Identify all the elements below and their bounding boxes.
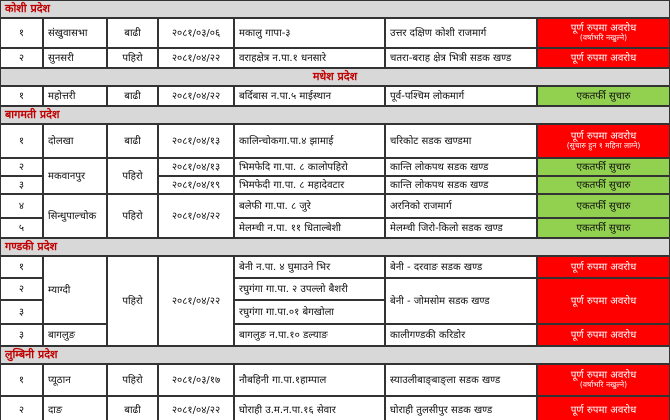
date-cell: २०८१/०४/१३ xyxy=(158,158,234,176)
serial-cell: २ xyxy=(0,158,43,176)
serial-cell: ५ xyxy=(0,218,43,238)
serial-cell: २ xyxy=(0,396,43,420)
district-cell: सिन्धुपाल्चोक xyxy=(43,194,107,238)
road-cell: उत्तर दक्षिण कोशी राजमार्ग xyxy=(385,18,537,48)
location-cell: रघुगंगा गा.पा.०१ बेगखोला xyxy=(234,300,385,324)
status-cell xyxy=(537,396,670,420)
date-cell: २०८१/०३/०६ xyxy=(158,18,234,48)
date-cell: २०८१/०४/२२ xyxy=(158,256,234,346)
serial-cell: ४ xyxy=(0,194,43,218)
district-cell: संखुवासभा xyxy=(43,18,107,48)
district-cell: सुनसरी xyxy=(43,48,107,68)
status-text: एकतर्फी सुचारु xyxy=(576,200,631,212)
location-cell: बेनी न.पा. ४ घुमाउने भिर xyxy=(234,256,385,278)
serial-cell: ३ xyxy=(0,300,43,324)
road-cell: अरनिको राजमार्ग xyxy=(385,194,537,218)
date-cell: २०८१/०४/२२ xyxy=(158,86,234,106)
district-cell: दाङ xyxy=(43,396,107,420)
date-cell: २०८१/०४/२२ xyxy=(158,194,234,238)
status-cell xyxy=(537,176,670,194)
status-text: पूर्ण रुपमा अवरोध xyxy=(570,52,637,64)
road-cell: स्याउलीबाङ्बाङ्ला सडक खण्ड xyxy=(385,364,537,396)
status-cell xyxy=(537,364,670,396)
status-text: पूर्ण रुपमा अवरोध xyxy=(570,261,637,273)
district-cell: प्यूठान xyxy=(43,364,107,396)
status-text: पूर्ण रुपमा अवरोध xyxy=(570,23,637,35)
status-note: (वर्षाभरि नखुल्ने) xyxy=(579,380,628,390)
cause-cell: पहिरो xyxy=(107,158,158,194)
status-text: पूर्ण रुपमा अवरोध xyxy=(570,404,637,416)
road-cell: कान्ति लोकपथ सडक खण्ड xyxy=(385,158,537,176)
date-cell: २०८१/०४/१९ xyxy=(158,176,234,194)
status-text: पूर्ण रुपमा अवरोध xyxy=(570,131,637,143)
road-cell: चरिकोट सडक खण्डमा xyxy=(385,124,537,158)
status-text: एकतर्फी सुचारु xyxy=(576,90,631,102)
province-header: गण्डकी प्रदेश xyxy=(0,238,670,256)
cause-cell: पहिरो xyxy=(107,364,158,396)
cause-cell: बाढी xyxy=(107,18,158,48)
cause-cell: बाढी xyxy=(107,396,158,420)
road-cell: बेनी - जोमसोम सडक खण्ड xyxy=(385,278,537,324)
road-cell: मेलम्ची जिरो-किलो सडक खण्ड xyxy=(385,218,537,238)
road-cell: घोराही तुलसीपुर सडक खण्ड xyxy=(385,396,537,420)
road-cell: चतरा-बराह क्षेत्र भित्री सडक खण्ड xyxy=(385,48,537,68)
status-cell xyxy=(537,278,670,324)
date-cell: २०८१/०४/१३ xyxy=(158,124,234,158)
status-cell xyxy=(537,324,670,346)
district-cell: मकवानपुर xyxy=(43,158,107,194)
status-cell xyxy=(537,18,670,48)
province-header: बागमती प्रदेश xyxy=(0,106,670,124)
status-cell xyxy=(537,86,670,106)
district-cell: दोलखा xyxy=(43,124,107,158)
serial-cell: १ xyxy=(0,18,43,48)
status-text: एकतर्फी सुचारु xyxy=(576,179,631,191)
status-text: एकतर्फी सुचारु xyxy=(576,222,631,234)
status-text: पूर्ण रुपमा अवरोध xyxy=(570,329,637,341)
location-cell: बलेफी गा.पा. ८ जुरे xyxy=(234,194,385,218)
serial-cell: १ xyxy=(0,256,43,278)
location-cell: मकालु गापा-३ xyxy=(234,18,385,48)
location-cell: कालिन्चोकगा.पा.४ झामाई xyxy=(234,124,385,158)
status-cell xyxy=(537,256,670,278)
status-note: (सुचारु हुन १ महिना लाग्ने) xyxy=(566,141,641,151)
status-cell xyxy=(537,194,670,218)
status-cell xyxy=(537,124,670,158)
road-cell: कान्ति लोकपथ सडक खण्ड xyxy=(385,176,537,194)
location-cell: घोराही उ.म.न.पा.१६ सेवार xyxy=(234,396,385,420)
status-cell xyxy=(537,218,670,238)
serial-cell: १ xyxy=(0,124,43,158)
province-header: कोशी प्रदेश xyxy=(0,0,670,18)
cause-cell: पहिरो xyxy=(107,194,158,238)
location-cell: बागलुङ न.पा.१० डल्याङ xyxy=(234,324,385,346)
status-text: पूर्ण रुपमा अवरोध xyxy=(570,295,637,307)
serial-cell: १ xyxy=(0,86,43,106)
location-cell: नौबहिनी गा.पा.१हाम्पाल xyxy=(234,364,385,396)
road-cell: कालीगण्डकी करिडोर xyxy=(385,324,537,346)
province-header: लुम्बिनी प्रदेश xyxy=(0,346,670,364)
district-cell: म्याग्दी xyxy=(43,256,107,324)
location-cell: मेलम्ची न.पा. ११ धिताल्बेशी xyxy=(234,218,385,238)
location-cell: भिमफेदि गा.पा. ८ कालोपहिरो xyxy=(234,158,385,176)
cause-cell: पहिरो xyxy=(107,48,158,68)
location-cell: वराहक्षेत्र न.पा.१ धनसारे xyxy=(234,48,385,68)
date-cell: २०८१/०३/१७ xyxy=(158,364,234,396)
serial-cell: ३ xyxy=(0,324,43,346)
date-cell: २०८१/०४/२२ xyxy=(158,48,234,68)
cause-cell: पहिरो xyxy=(107,256,158,346)
location-cell: भिमफेदी गा.पा. ८ महादेवटार xyxy=(234,176,385,194)
status-cell xyxy=(537,158,670,176)
status-cell xyxy=(537,48,670,68)
cause-cell: बाढी xyxy=(107,86,158,106)
status-text: एकतर्फी सुचारु xyxy=(576,161,631,173)
status-note: (वर्षाभरि नखुल्ने) xyxy=(579,33,628,43)
date-cell: २०८१/०४/२२ xyxy=(158,396,234,420)
status-text: पूर्ण रुपमा अवरोध xyxy=(570,370,637,382)
province-header: मधेश प्रदेश xyxy=(0,68,670,86)
serial-cell: ३ xyxy=(0,176,43,194)
serial-cell: २ xyxy=(0,278,43,300)
serial-cell: २ xyxy=(0,48,43,68)
location-cell: रघुगंगा गा.पा. २ उपल्लो बैशरी xyxy=(234,278,385,300)
road-cell: बेनी - दरवाङ सडक खण्ड xyxy=(385,256,537,278)
serial-cell: १ xyxy=(0,364,43,396)
location-cell: बर्दिबास न.पा.५ माईस्थान xyxy=(234,86,385,106)
road-cell: पूर्व-पश्चिम लोकमार्ग xyxy=(385,86,537,106)
district-cell: महोत्तरी xyxy=(43,86,107,106)
cause-cell: बाढी xyxy=(107,124,158,158)
district-cell: बागलुङ xyxy=(43,324,107,346)
